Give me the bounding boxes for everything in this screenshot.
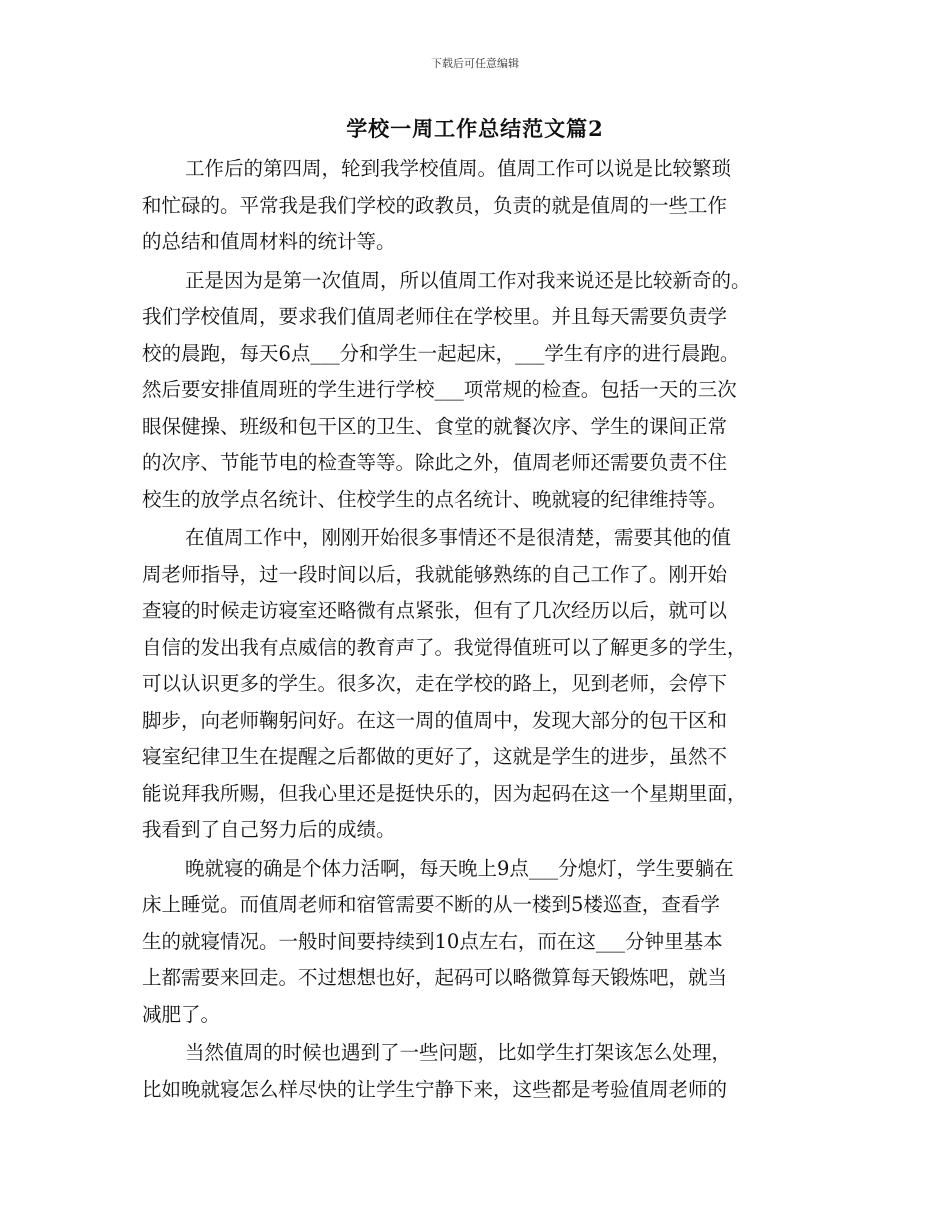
text-line: 脚步，向老师鞠躬问好。在这一周的值周中，发现大部分的包干区和 (142, 708, 728, 732)
text-line: 自信的发出我有点威信的教育声了。我觉得值班可以了解更多的学生， (142, 635, 747, 659)
text-line: 校生的放学点名统计、住校学生的点名统计、晚就寝的纪律维持等。 (142, 487, 728, 511)
text-line: 寝室纪律卫生在提醒之后都做的更好了，这就是学生的进步，虽然不 (142, 745, 728, 768)
text-line: 眼保健操、班级和包干区的卫生、食堂的就餐次序、学生的课间正常 (142, 414, 728, 438)
paragraph (142, 151, 807, 261)
text-line: 然后要安排值周班的学生进行学校___项常规的检查。包括一天的三次 (142, 378, 737, 401)
document-body (142, 151, 807, 1108)
text-line: 的总结和值周材料的统计等。 (142, 230, 396, 253)
text-line: 生的就寝情况。一般时间要持续到10点左右，而在这___分钟里基本 (142, 929, 723, 953)
header-note: 下载后可任意编辑 (431, 57, 519, 70)
text-line: 当然值周的时候也遇到了一些问题，比如学生打架该怎么处理， (185, 1041, 732, 1064)
text-line: 减肥了。 (142, 1002, 221, 1026)
text-line: 床上睡觉。而值周老师和宿管需要不断的从一楼到5楼巡查，查看学 (142, 893, 720, 916)
text-line: 能说拜我所赐，但我心里还是挺快乐的，因为起码在这一个星期里面， (142, 781, 747, 805)
paragraph (142, 1035, 807, 1108)
text-line: 比如晚就寝怎么样尽快的让学生宁静下来，这些都是考验值周老师的 (142, 1077, 728, 1101)
text-line: 查寝的时候走访寝室还略微有点紧张，但有了几次经历以后，就可以 (142, 599, 728, 622)
text-line: 和忙碌的。平常我是我们学校的政教员，负责的就是值周的一些工作 (142, 193, 728, 217)
text-line: 可以认识更多的学生。很多次，走在学校的路上，见到老师，会停下 (142, 672, 728, 695)
text-line: 正是因为是第一次值周，所以值周工作对我来说还是比较新奇的。 (185, 268, 751, 292)
text-line: 晚就寝的确是个体力活啊，每天晚上9点___分熄灯，学生要躺在 (185, 856, 734, 880)
paragraph (142, 263, 807, 519)
text-line: 校的晨跑，每天6点___分和学生一起起床，___学生有序的进行晨跑。 (142, 341, 740, 365)
document-title: 学校一周工作总结范文篇2 (346, 116, 604, 141)
text-line: 我们学校值周，要求我们值周老师住在学校里。并且每天需要负责学 (142, 305, 728, 328)
text-line: 我看到了自己努力后的成绩。 (142, 818, 396, 841)
paragraph (142, 851, 807, 1034)
text-line: 工作后的第四周，轮到我学校值周。值周工作可以说是比较繁琐 (185, 157, 732, 180)
text-line: 周老师指导，过一段时间以后，我就能够熟练的自己工作了。刚开始 (142, 562, 728, 586)
text-line: 在值周工作中，刚刚开始很多事情还不是很清楚，需要其他的值 (185, 526, 732, 549)
text-line: 的次序、节能节电的检查等等。除此之外，值周老师还需要负责不住 (142, 451, 728, 474)
paragraph (142, 520, 807, 849)
text-line: 上都需要来回走。不过想想也好，起码可以略微算每天锻炼吧，就当 (142, 966, 728, 989)
